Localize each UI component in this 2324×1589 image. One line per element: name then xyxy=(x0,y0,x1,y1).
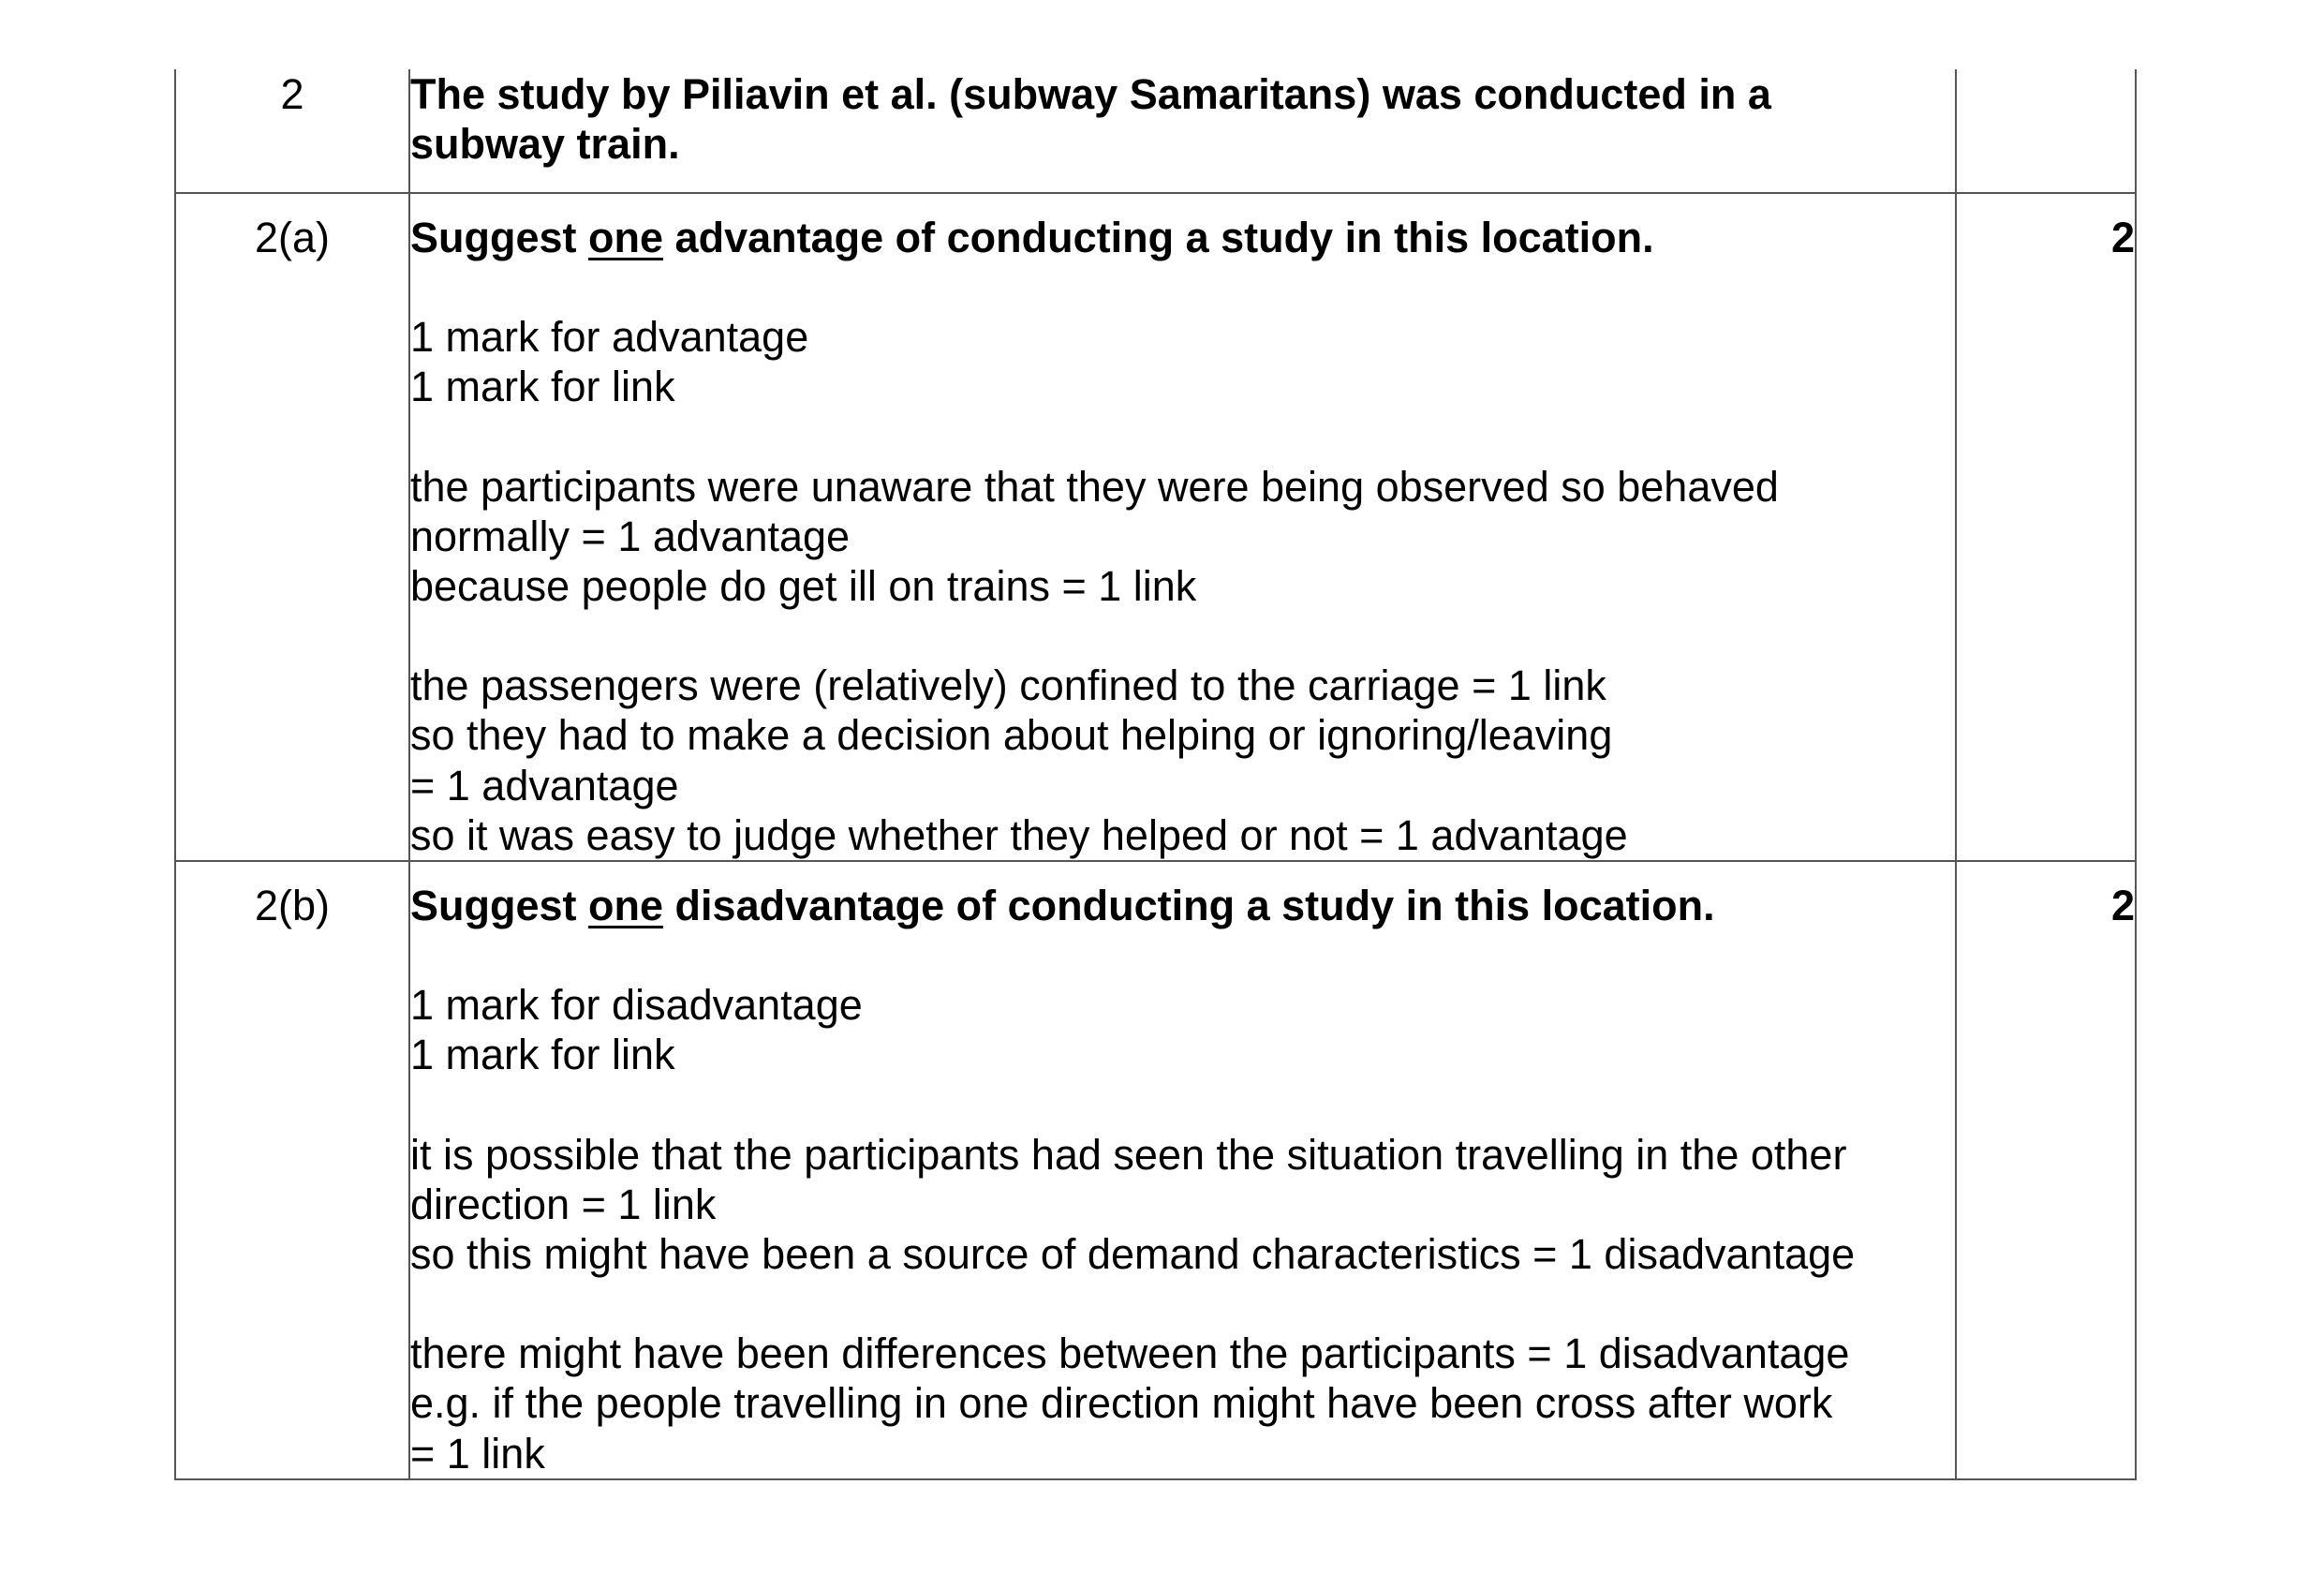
answer-line: = 1 link xyxy=(410,1429,545,1478)
answer-cell xyxy=(409,861,1956,1479)
question-number: 2(b) xyxy=(254,882,331,930)
answer-line: so they had to make a decision about helping or ignoring/leaving xyxy=(410,711,1613,760)
intro-line: subway train. xyxy=(410,120,680,169)
table-row-question-2a xyxy=(175,193,2136,861)
mark-scheme-table xyxy=(174,69,2137,1480)
marks-value: 2 xyxy=(2110,214,2135,261)
question-number-cell xyxy=(175,861,409,1479)
stem-before: Suggest xyxy=(410,214,589,261)
question-number: 2 xyxy=(280,70,304,118)
table-row-question-2b xyxy=(175,861,2136,1479)
stem-after: disadvantage of conducting a study in this location. xyxy=(663,882,1715,930)
question-number-cell xyxy=(175,69,409,193)
answer-line: because people do get ill on trains = 1 link xyxy=(410,562,1197,611)
answer-example-2 xyxy=(410,1329,1955,1478)
question-intro-cell xyxy=(409,69,1956,193)
marks-cell xyxy=(1956,193,2136,861)
answer-line: = 1 advantage xyxy=(410,761,679,809)
marks-value: 2 xyxy=(2110,882,2135,930)
intro-line: The study by Piliavin et al. (subway Samaritans) was conducted in a xyxy=(410,70,1771,118)
stem-before: Suggest xyxy=(410,882,589,930)
marks-cell xyxy=(1956,861,2136,1479)
question-stem xyxy=(410,213,1955,262)
answer-line: the participants were unaware that they were being observed so behaved xyxy=(410,462,1779,511)
answer-line: there might have been differences between the participants = 1 disadvantage xyxy=(410,1329,1850,1378)
answer-example-2 xyxy=(410,661,1955,860)
answer-line: 1 mark for link xyxy=(410,363,675,411)
answer-line: it is possible that the participants had seen the situation travelling in the other xyxy=(410,1130,1847,1179)
answer-cell xyxy=(409,193,1956,861)
answer-line: 1 mark for link xyxy=(410,1031,675,1079)
mark-guidance xyxy=(410,980,1955,1079)
stem-underlined: one xyxy=(588,214,664,261)
mark-guidance xyxy=(410,312,1955,411)
question-stem xyxy=(410,881,1955,930)
answer-example-1 xyxy=(410,462,1955,612)
answer-line: 1 mark for advantage xyxy=(410,313,809,362)
question-number: 2(a) xyxy=(254,214,331,261)
table-row-question-2 xyxy=(175,69,2136,193)
marks-cell-empty xyxy=(1956,69,2136,193)
answer-line: so this might have been a source of demand characteristics = 1 disadvantage xyxy=(410,1230,1856,1279)
answer-line: e.g. if the people travelling in one direction might have been cross after work xyxy=(410,1379,1833,1428)
answer-example-1 xyxy=(410,1130,1955,1280)
stem-after: advantage of conducting a study in this location. xyxy=(663,214,1654,261)
answer-line: the passengers were (relatively) confined to the carriage = 1 link xyxy=(410,661,1606,710)
question-number-cell xyxy=(175,193,409,861)
answer-line: 1 mark for disadvantage xyxy=(410,981,863,1030)
answer-line: direction = 1 link xyxy=(410,1180,717,1228)
stem-underlined: one xyxy=(588,882,664,930)
question-intro xyxy=(410,69,1955,169)
answer-line: normally = 1 advantage xyxy=(410,512,851,560)
answer-line: so it was easy to judge whether they helped or not = 1 advantage xyxy=(410,810,1628,859)
